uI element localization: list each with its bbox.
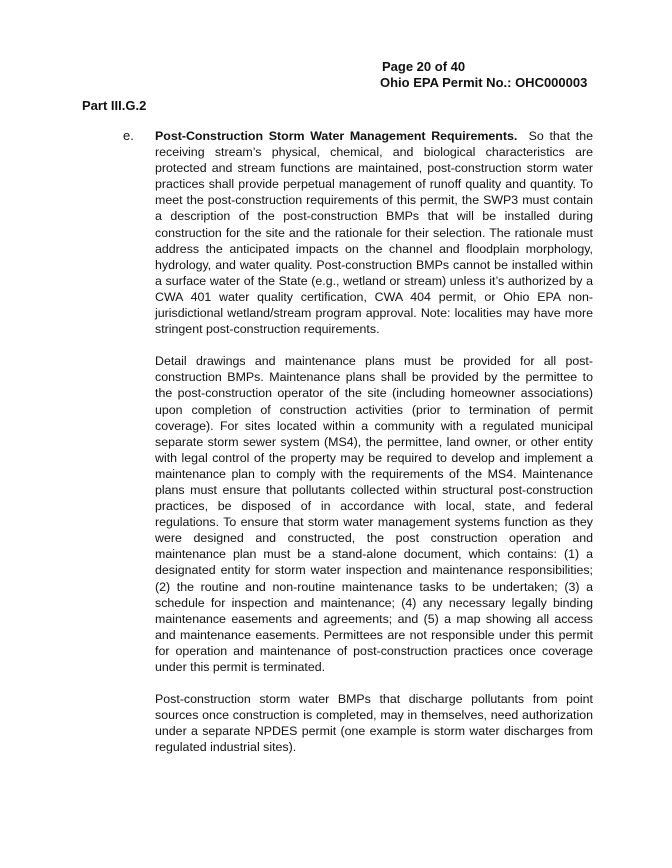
permit-number: Ohio EPA Permit No.: OHC000003	[380, 75, 588, 90]
paragraph-2: Detail drawings and maintenance plans must be provided for all post-construction BMPs. Maintenance plans shall be provided by the permittee to the post-construction operator of the site (including homeowner associations) upon completion of construction activities (prior to termination of permit coverage). For sites located within a community with a regulated municipal separate storm sewer system (MS4), the permittee, land owner, or other entity with legal control of the property may be required to develop and implement a maintenance plan to comply with the requirements of the MS4. Maintenance plans must ensure that pollutants collected within structural post-construction practices, be disposed of in accordance with local, state, and federal regulations. To ensure that storm water management systems function as they were designed and constructed, the post construction operation and maintenance plan must be a stand-alone document, which contains: (1) a designated entity for storm water inspection and maintenance responsibilities; (2) the routine and non-routine maintenance tasks to be undertaken; (3) a schedule for inspection and maintenance; (4) any necessary legally binding maintenance easements and agreements; and (5) a map showing all access and maintenance easements. Permittees are not responsible under this permit for operation and maintenance of post-construction practices once coverage under this permit is terminated.	[155, 354, 593, 674]
page-number: Page 20 of 40	[382, 59, 466, 74]
page-header	[380, 59, 587, 91]
section-heading: Post-Construction Storm Water Management Requirements.	[155, 129, 518, 143]
item-letter: e.	[123, 128, 134, 143]
paragraph-1	[155, 128, 593, 337]
item-body	[155, 128, 593, 771]
part-label: Part III.G.2	[82, 98, 147, 113]
paragraph-3: Post-construction storm water BMPs that discharge pollutants from point sources once construction is completed, may in themselves, need authorization under a separate NPDES permit (one example is storm water discharges from regulated industrial sites).	[155, 692, 593, 755]
paragraph-1-text: So that the receiving stream’s physical, chemical, and biological characteristics are protected and stream functions are maintained, post-construction storm water practices shall provide perpetual management of runoff quality and quantity. To meet the post-construction requirements of this permit, the SWP3 must contain a description of the post-construction BMPs that will be installed during construction for the site and the rationale for their selection. The rationale must address the anticipated impacts on the channel and floodplain morphology, hydrology, and water quality. Post-construction BMPs cannot be installed within a surface water of the State (e.g., wetland or stream) unless it’s authorized by a CWA 401 water quality certification, CWA 404 permit, or Ohio EPA non-jurisdictional wetland/stream program approval. Note: localities may have more stringent post-construction requirements.	[155, 129, 593, 337]
